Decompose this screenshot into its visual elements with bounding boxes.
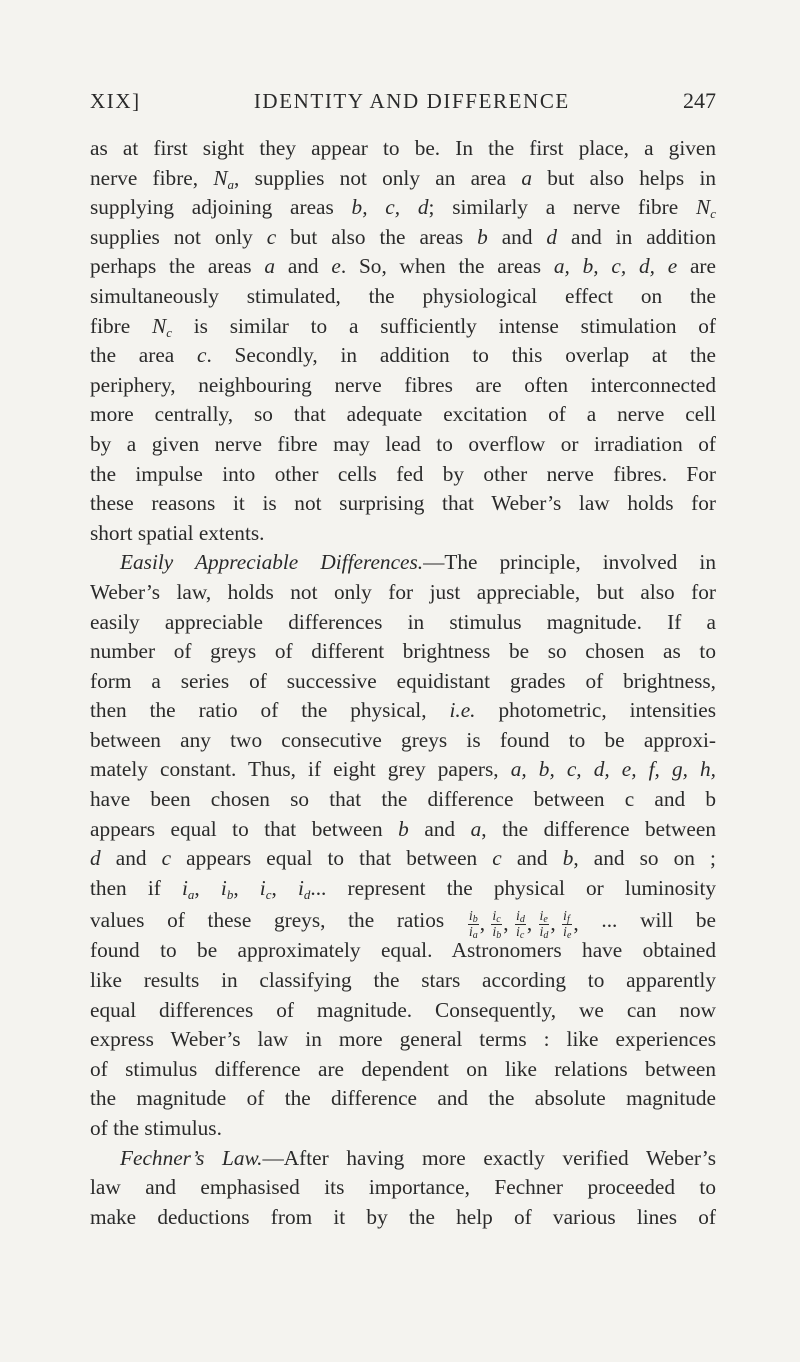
text-line: express Weber’s law in more general terms : like experiences xyxy=(90,1027,716,1052)
text-line: the magnitude of the difference and the absolute magnitude xyxy=(90,1086,716,1111)
fraction-numerator: $i_b$ xyxy=(468,909,478,926)
page-number: 247 xyxy=(682,88,716,113)
text-line: nerve fibre, $N_a$, supplies not only an area a but also helps in xyxy=(90,165,717,192)
text-line: equal differences of magnitude. Consequently, we can now xyxy=(90,997,716,1022)
text-line: perhaps the areas a and e. So, when the areas a, b, c, d, e are xyxy=(90,254,716,279)
fraction-denominator: $i_d$ xyxy=(539,925,549,942)
fraction-separator: , xyxy=(503,910,514,935)
text-line: like results in classifying the stars according to apparently xyxy=(90,968,716,993)
text-line: of the stimulus. xyxy=(90,1116,222,1140)
text-line: found to be approximately equal. Astronomers have obtained xyxy=(90,938,716,963)
text-line: the area c. Secondly, in addition to this overlap at the xyxy=(90,343,716,368)
fraction-denominator: $i_e$ xyxy=(563,925,572,942)
text-line: form a series of successive equidistant grades of brightness, xyxy=(90,668,716,693)
text-line: law and emphasised its importance, Fechner proceeded to xyxy=(90,1175,716,1200)
text-line: have been chosen so that the difference between c and b xyxy=(90,787,716,812)
running-header xyxy=(90,88,716,114)
text-line: as at first sight they appear to be. In the first place, a given xyxy=(90,136,716,160)
fraction-denominator: $i_b$ xyxy=(492,925,502,942)
text-line: short spatial extents. xyxy=(90,520,265,545)
fraction-separator: , xyxy=(550,910,562,935)
text-line: simultaneously stimulated, the physiological effect on the xyxy=(90,283,716,308)
fraction-numerator: $i_e$ xyxy=(539,909,548,926)
fraction-numerator: $i_c$ xyxy=(492,909,501,926)
text-line: these reasons it is not surprising that Weber’s law holds for xyxy=(90,491,716,516)
text-line: periphery, neighbouring nerve fibres are often interconnected xyxy=(90,372,716,397)
text-line: then if $i_a$, $i_b$, $i_c$, $i_d$... represent the physical or luminosity xyxy=(90,875,717,902)
text-line: of stimulus difference are dependent on like relations between xyxy=(90,1056,716,1081)
text-line: easily appreciable differences in stimulus magnitude. If a xyxy=(90,609,716,634)
section-heading: Fechner’s Law. xyxy=(120,1145,263,1170)
fraction-numerator: $i_d$ xyxy=(515,909,525,926)
text-line: supplies not only c but also the areas b and d and in addition xyxy=(90,224,716,249)
chapter-marker: XIX] xyxy=(90,89,141,113)
text-line: the impulse into other cells fed by other nerve fibres. For xyxy=(90,461,716,486)
text-line: between any two consecutive greys is found to be approxi- xyxy=(90,727,716,752)
fraction-denominator: $i_c$ xyxy=(515,925,525,942)
ratio-line: values of these greys, the ratios $\frac{i_b}{i_a}$ , $\frac{i_c}{i_b}$ , $\frac{i_d}{i_c}$ , $\frac{i_e}{i_d}$ , $\frac{i_f}{i_e}$ , ... will be xyxy=(90,900,716,940)
text-line: mately constant. Thus, if eight grey papers, a, b, c, d, e, f, g, h, xyxy=(90,757,716,782)
section-heading-line: Fechner’s Law.—After having more exactly verified Weber’s xyxy=(120,1145,716,1170)
text-line: fibre $N_c$ is similar to a sufficiently intense stimulation of xyxy=(90,313,716,340)
text-line: more centrally, so that adequate excitation of a nerve cell xyxy=(90,402,716,427)
body-text xyxy=(90,134,716,1232)
fraction-separator: , xyxy=(526,910,538,935)
fraction-separator: , xyxy=(573,910,579,935)
text-line: d and c appears equal to that between c and b, and so on ; xyxy=(90,846,716,871)
text-line: Weber’s law, holds not only for just appreciable, but also for xyxy=(90,579,716,604)
text-line: make deductions from it by the help of various lines of xyxy=(90,1204,716,1229)
text-line: by a given nerve fibre may lead to overflow or irradiation of xyxy=(90,431,716,456)
text-line: number of greys of different brightness be so chosen as to xyxy=(90,639,716,664)
text-line: appears equal to that between b and a, the difference between xyxy=(90,816,716,841)
section-heading-line: Easily Appreciable Differences.—The principle, involved in xyxy=(120,550,716,575)
running-title: IDENTITY AND DIFFERENCE xyxy=(253,89,570,113)
fraction-denominator: $i_a$ xyxy=(468,925,478,942)
text-line: then the ratio of the physical, i.e. photometric, intensities xyxy=(90,698,716,723)
text-line: supplying adjoining areas b, c, d; similarly a nerve fibre $N_c$ xyxy=(90,195,717,222)
fraction-separator: , xyxy=(479,910,491,935)
fraction-numerator: $i_f$ xyxy=(562,909,572,925)
section-heading: Easily Appreciable Differences. xyxy=(120,550,424,575)
